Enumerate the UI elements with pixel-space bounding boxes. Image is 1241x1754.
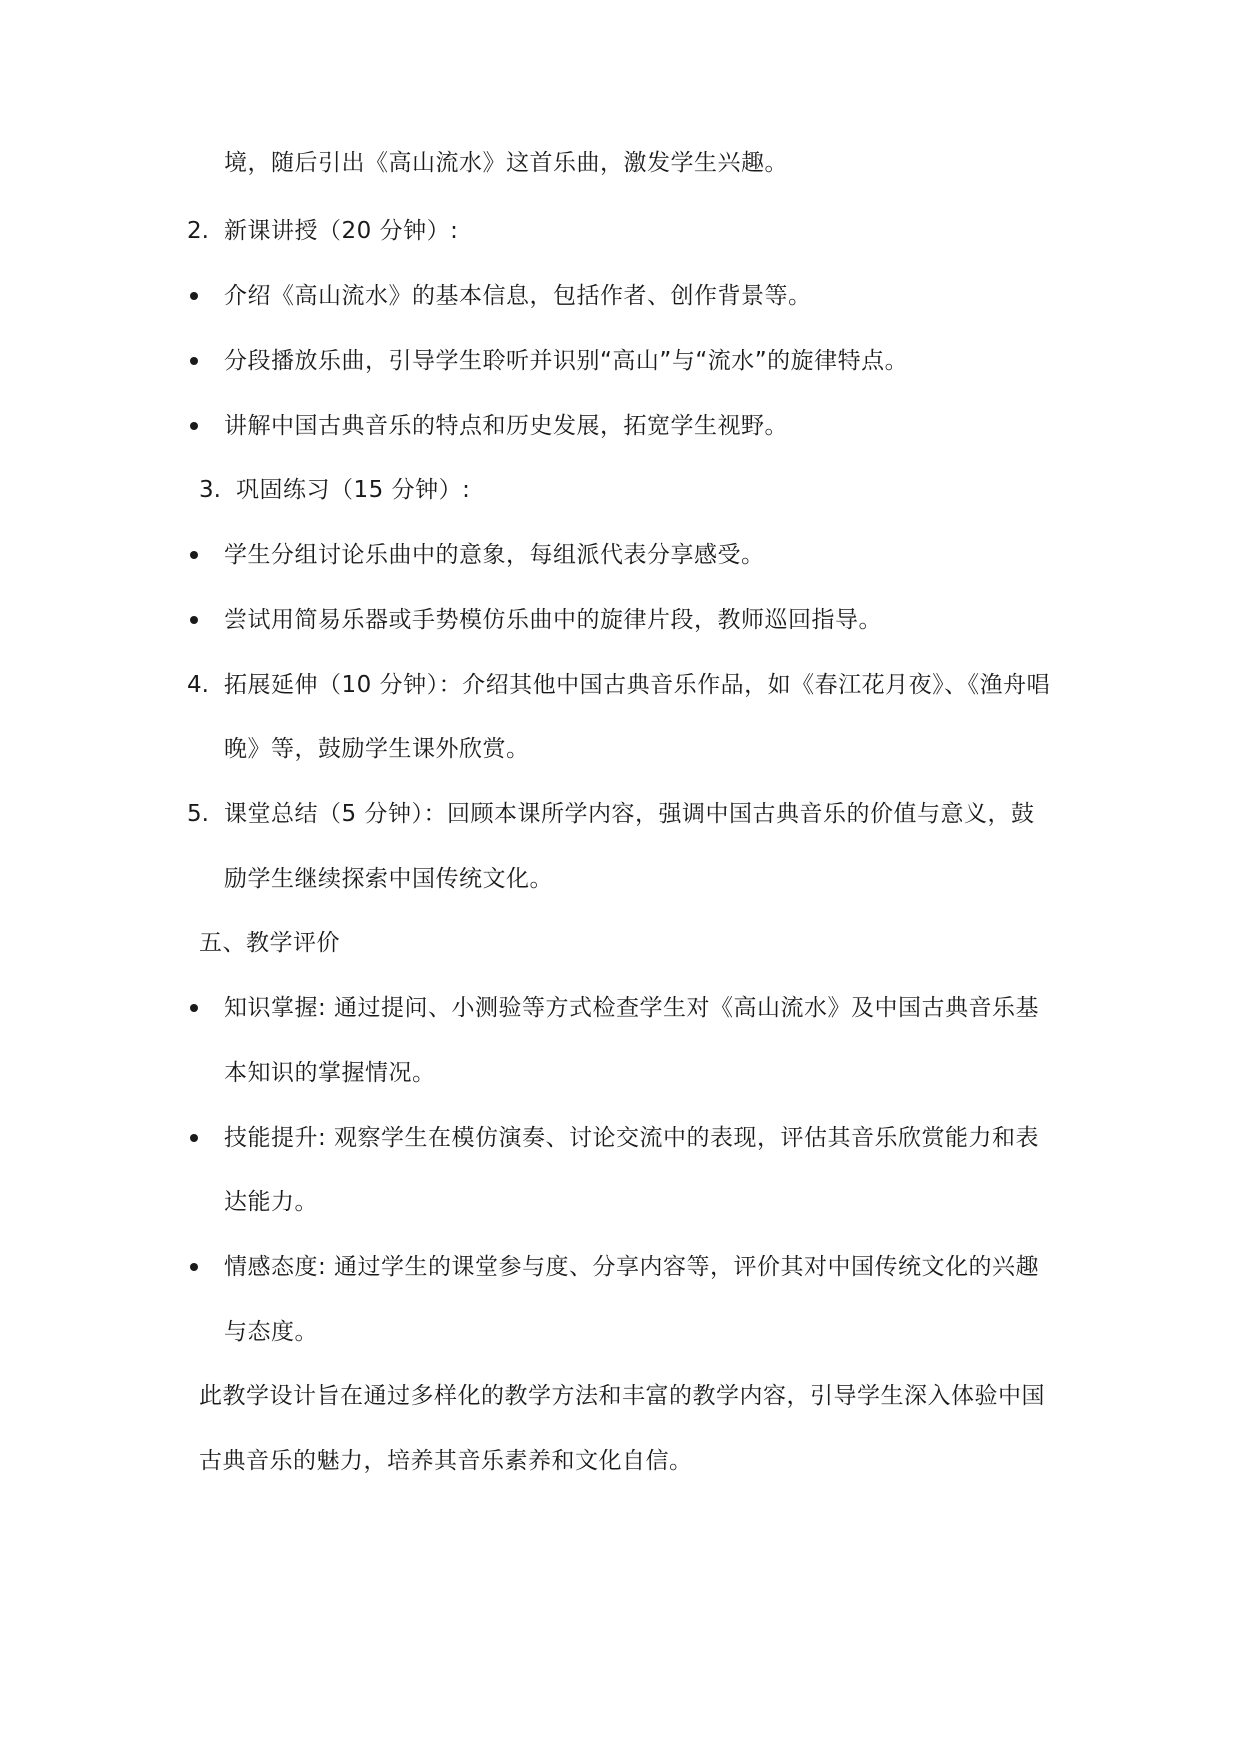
step-4-number: 4. — [187, 672, 209, 698]
step-2-number: 2. — [187, 218, 209, 244]
step-3-title: 巩固练习（15 分钟）: — [236, 477, 471, 503]
bullet-icon — [190, 1263, 198, 1271]
bullet-icon — [190, 1004, 198, 1012]
step-5-number: 5. — [187, 801, 209, 827]
evaluation-knowledge-line-1: 知识掌握: 通过提问、小测验等方式检查学生对《高山流水》及中国古典音乐基 — [224, 995, 1040, 1021]
step-5-line-1: 课堂总结（5 分钟）：回顾本课所学内容，强调中国古典音乐的价值与意义，鼓 — [224, 801, 1035, 827]
intro-continuation-text: 境，随后引出《高山流水》这首乐曲，激发学生兴趣。 — [224, 150, 788, 176]
step-2-title: 新课讲授（20 分钟）: — [224, 218, 459, 244]
bullet-icon — [190, 422, 198, 430]
step-2-bullet-3: 讲解中国古典音乐的特点和历史发展，拓宽学生视野。 — [224, 413, 788, 439]
conclusion-line-2: 古典音乐的魅力，培养其音乐素养和文化自信。 — [199, 1448, 693, 1474]
step-3-bullet-2: 尝试用简易乐器或手势模仿乐曲中的旋律片段，教师巡回指导。 — [224, 607, 882, 633]
bullet-icon — [190, 357, 198, 365]
evaluation-skill-line-2: 达能力。 — [224, 1189, 318, 1215]
bullet-icon — [190, 292, 198, 300]
step-2-bullet-2: 分段播放乐曲，引导学生聆听并识别“高山”与“流水”的旋律特点。 — [224, 348, 909, 374]
step-5-line-2: 励学生继续探索中国传统文化。 — [224, 866, 553, 892]
step-3-bullet-1: 学生分组讨论乐曲中的意象，每组派代表分享感受。 — [224, 542, 765, 568]
bullet-icon — [190, 551, 198, 559]
conclusion-line-1: 此教学设计旨在通过多样化的教学方法和丰富的教学内容，引导学生深入体验中国 — [199, 1383, 1045, 1409]
bullet-icon — [190, 616, 198, 624]
evaluation-skill-line-1: 技能提升: 观察学生在模仿演奏、讨论交流中的表现，评估其音乐欣赏能力和表 — [224, 1125, 1040, 1151]
evaluation-attitude-line-2: 与态度。 — [224, 1319, 318, 1345]
step-4-line-2: 晚》等，鼓励学生课外欣赏。 — [224, 736, 530, 762]
evaluation-attitude-line-1: 情感态度: 通过学生的课堂参与度、分享内容等，评价其对中国传统文化的兴趣 — [224, 1254, 1040, 1280]
step-3-number: 3. — [199, 477, 221, 503]
evaluation-knowledge-line-2: 本知识的掌握情况。 — [224, 1060, 436, 1086]
section-5-heading: 五、教学评价 — [199, 930, 340, 956]
step-2-bullet-1: 介绍《高山流水》的基本信息，包括作者、创作背景等。 — [224, 283, 812, 309]
step-4-line-1: 拓展延伸（10 分钟）：介绍其他中国古典音乐作品，如《春江花月夜》、《渔舟唱 — [224, 672, 1051, 698]
bullet-icon — [190, 1134, 198, 1142]
